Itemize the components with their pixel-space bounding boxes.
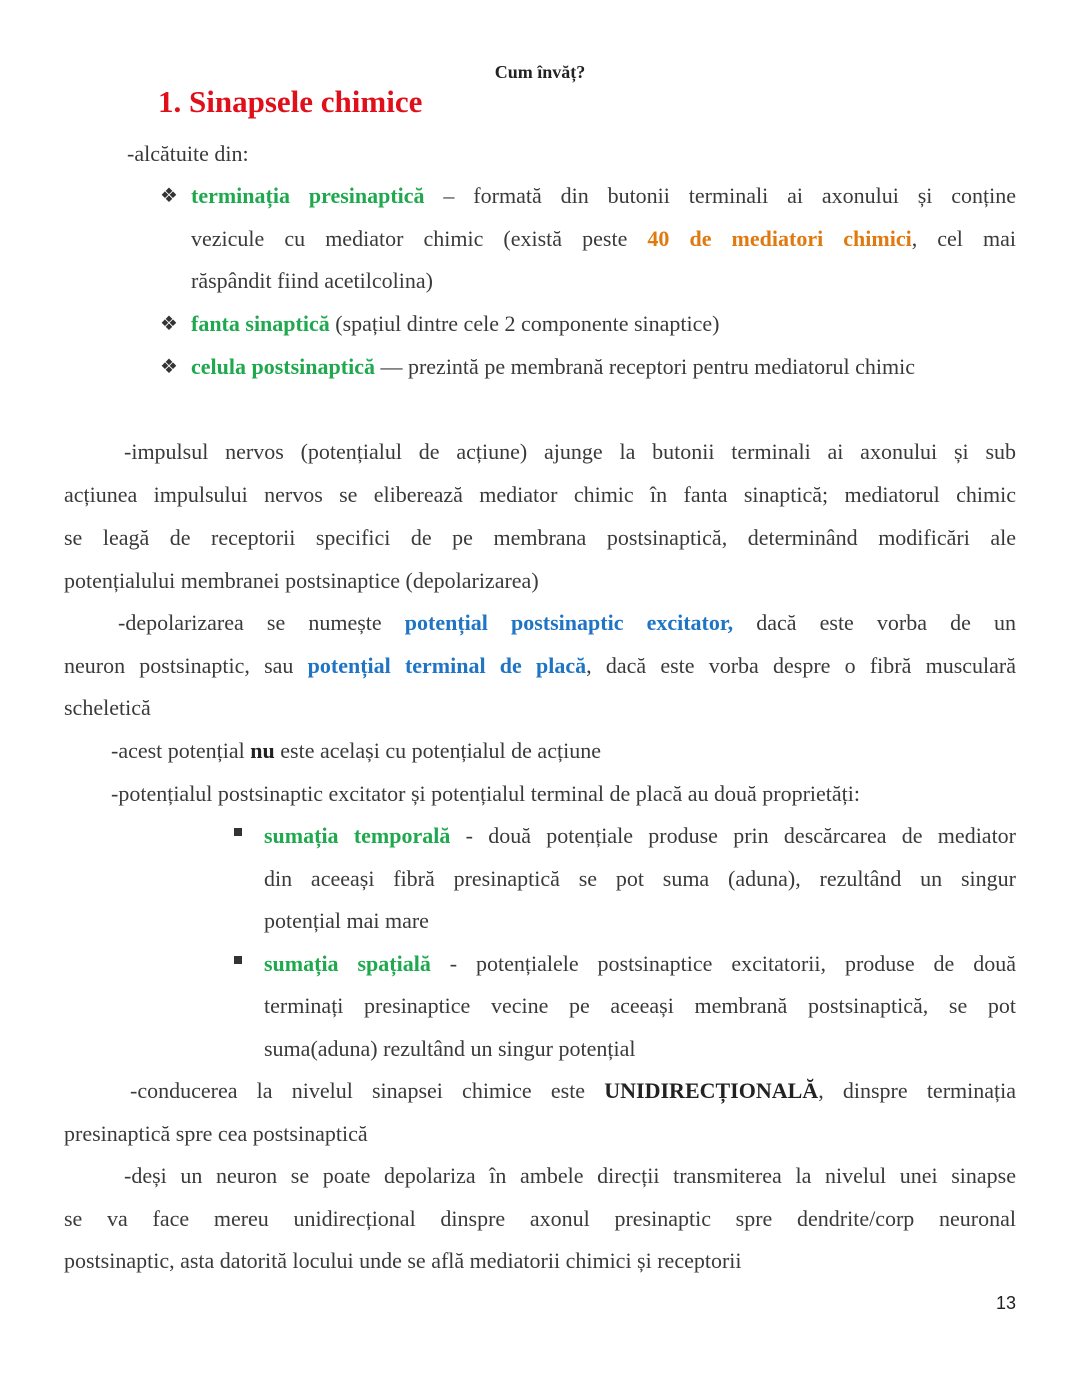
page-number: 13 — [995, 1293, 1016, 1313]
para4-line: -potențialul postsinaptic excitator și potențialul terminal de placă au două proprietăți: — [111, 781, 860, 806]
para6-line-1: -deși un neuron se poate depolariza în ambele direcții transmiterea la nivelul unei sinapse — [124, 1163, 1016, 1188]
property-2-line-1: sumația spațială - potențialele postsinaptice excitatorii, produse de două — [264, 951, 1016, 976]
property-1-line-1: sumația temporală - două potențiale produse prin descărcarea de mediator — [264, 823, 1017, 848]
property-1-line-3: potențial mai mare — [264, 908, 429, 933]
para5-line-1: -conducerea la nivelul sinapsei chimice este UNIDIRECȚIONALĂ, dinspre terminația — [130, 1078, 1016, 1103]
property-term: sumația spațială — [264, 951, 431, 976]
component-term: celula postsinaptică — [191, 354, 375, 379]
mediator-count-highlight: 40 de mediatori chimici — [647, 226, 912, 251]
page-header: Cum învăț? — [494, 62, 586, 82]
section-title: 1. Sinapsele chimice — [158, 84, 423, 119]
diamond-bullet-icon: ❖ — [160, 356, 178, 378]
property-2-line-2: terminați presinaptice vecine pe aceeași membrană postsinaptică, se pot — [264, 993, 1016, 1018]
para1-line-2: acțiunea impulsului nervos se eliberează mediator chimic în fanta sinaptică; mediatorul chimic — [64, 482, 1016, 507]
diamond-bullet-icon: ❖ — [160, 313, 178, 335]
square-bullet-icon — [234, 956, 242, 964]
property-1-line-2: din aceeași fibră presinaptică se pot suma (aduna), rezultând un singur — [264, 866, 1016, 891]
para2-line-3: scheletică — [64, 695, 151, 720]
end-plate-term: potențial terminal de placă — [307, 653, 587, 678]
property-term: sumația temporală — [264, 823, 451, 848]
para1-line-1: -impulsul nervos (potențialul de acțiune) ajunge la butonii terminali ai axonului și sub — [124, 439, 1016, 464]
component-1-line-3: răspândit fiind acetilcolina) — [191, 268, 433, 293]
square-bullet-icon — [234, 828, 242, 836]
diamond-bullet-icon: ❖ — [160, 185, 178, 207]
component-term: terminația presinaptică — [191, 183, 425, 208]
unidirectional-emphasis: UNIDIRECȚIONALĂ — [604, 1078, 819, 1103]
epsp-term: potențial postsinaptic excitator, — [404, 610, 734, 635]
intro-text: -alcătuite din: — [127, 141, 249, 166]
para5-line-2: presinaptică spre cea postsinaptică — [64, 1121, 368, 1146]
component-term: fanta sinaptică — [191, 311, 330, 336]
component-1-line-1: terminația presinaptică – formată din butonii terminali ai axonului și conține — [191, 183, 1016, 208]
para2-line-2: neuron postsinaptic, sau potențial terminal de placă, dacă este vorba despre o fibră musculară — [64, 653, 1016, 678]
para6-line-2: se va face mereu unidirecțional dinspre axonul presinaptic spre dendrite/corp neuronal — [64, 1206, 1016, 1231]
para2-line-1: -depolarizarea se numește potențial postsinaptic excitator, dacă este vorba de un — [118, 610, 1017, 635]
component-1-line-2: vezicule cu mediator chimic (există peste 40 de mediatori chimici, cel mai — [191, 226, 1016, 251]
para3-line: -acest potențial nu este același cu potențialul de acțiune — [111, 738, 601, 763]
para1-line-3: se leagă de receptorii specifici de pe membrana postsinaptică, determinând modificări ale — [64, 525, 1016, 550]
para1-line-4: potențialului membranei postsinaptice (depolarizarea) — [64, 568, 539, 593]
property-2-line-3: suma(aduna) rezultând un singur potențial — [264, 1036, 636, 1061]
para6-line-3: postsinaptic, asta datorită locului unde se află mediatorii chimici și receptorii — [64, 1248, 742, 1273]
component-3-line: celula postsinaptică — prezintă pe membrană receptori pentru mediatorul chimic — [191, 354, 915, 379]
negation-emphasis: nu — [250, 738, 275, 763]
component-2-line: fanta sinaptică (spațiul dintre cele 2 componente sinaptice) — [191, 311, 720, 336]
